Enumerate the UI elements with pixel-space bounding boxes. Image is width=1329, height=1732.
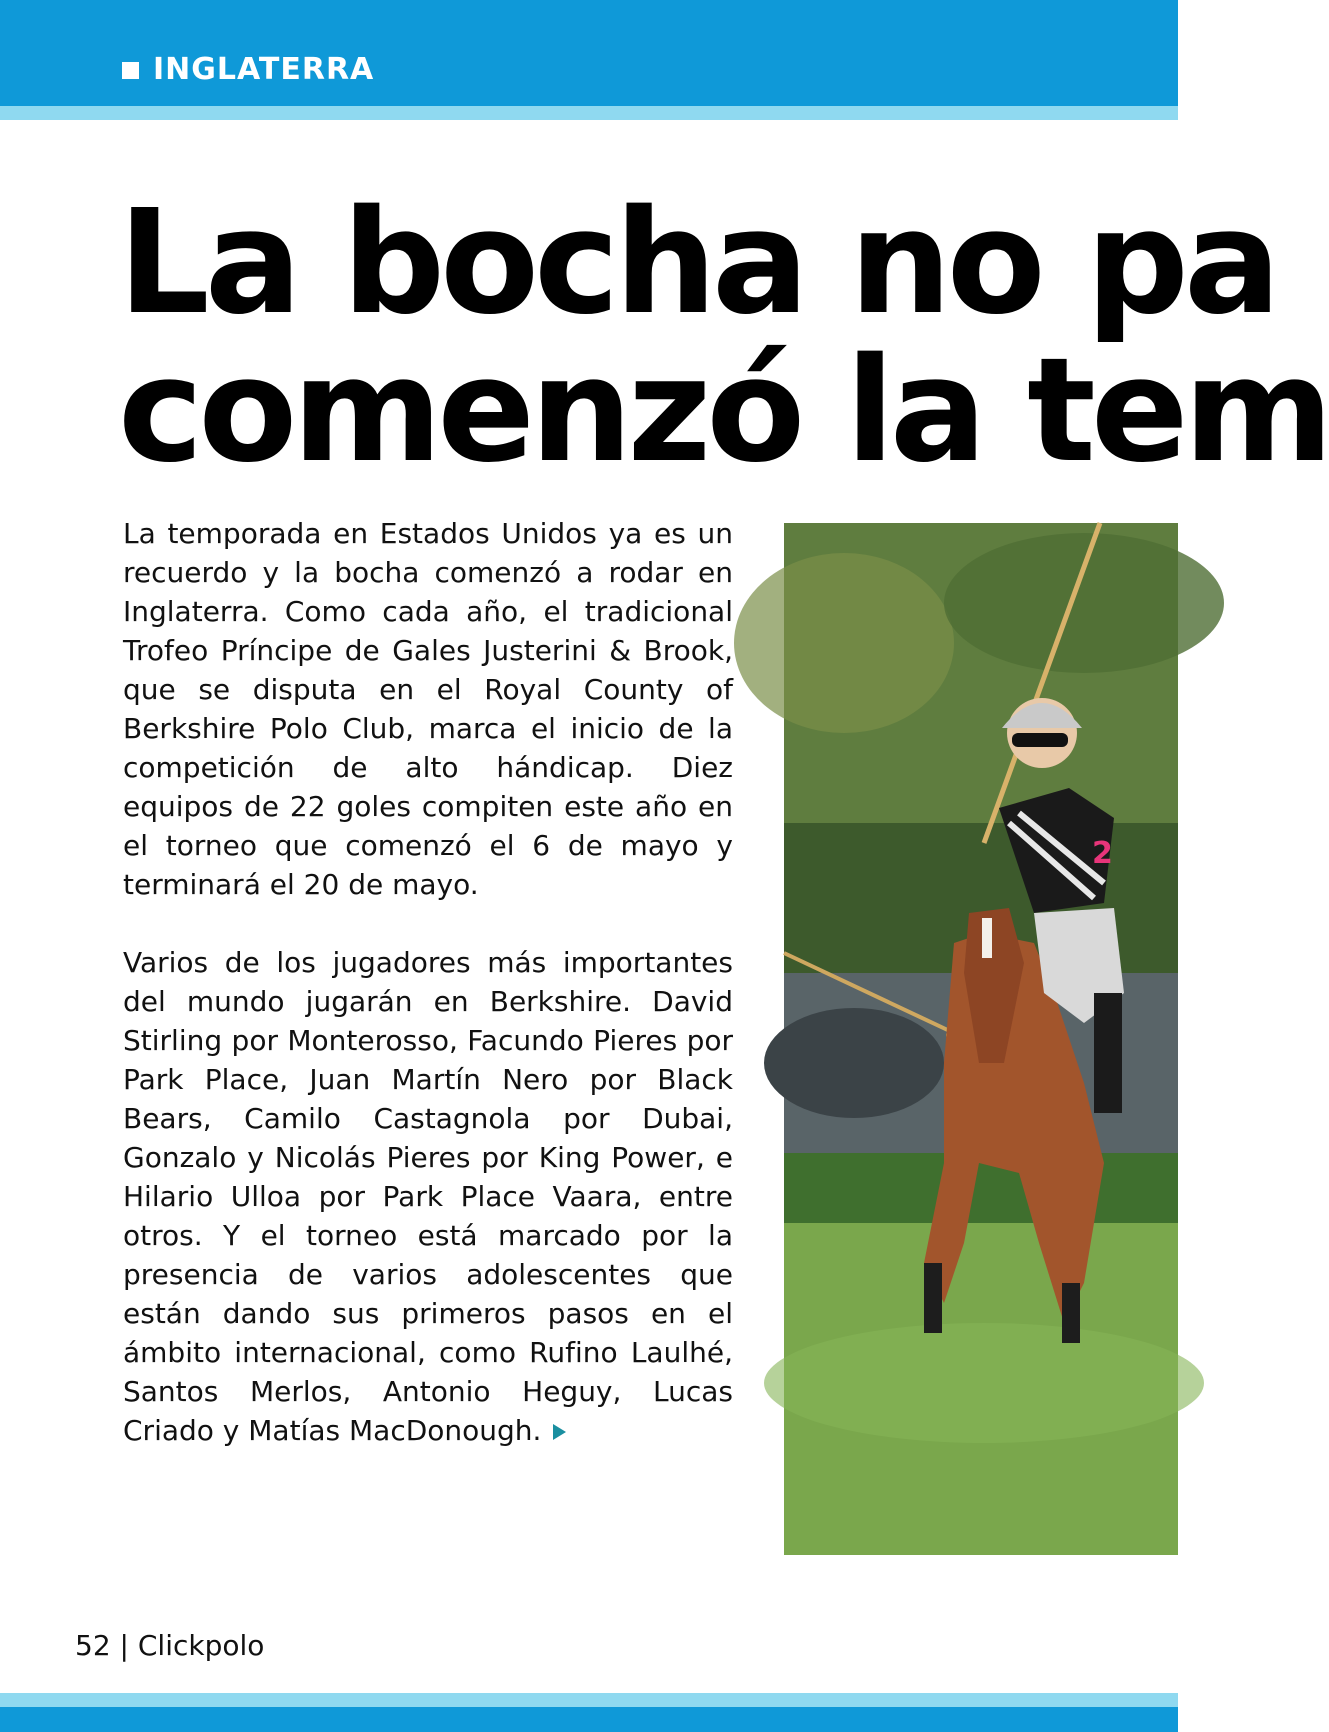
polo-player-illustration: [784, 523, 1178, 1555]
triangle-right-icon: [553, 1424, 566, 1440]
section-square-icon: [122, 62, 139, 79]
footer-stripe: [0, 1693, 1178, 1707]
article-paragraph-1: La temporada en Estados Unidos ya es un recuerdo y la bocha comenzó a rodar en Inglaterra. Como cada año, el tradicional Trofeo Príncipe de Gales Justerini & Brook, que se disputa en el Royal County of Berkshire Polo Club, marca el inicio de la competición de alto hándicap. Diez equipos de 22 goles compiten este año en el torneo que comenzó el 6 de mayo y terminará el 20 de mayo.: [123, 517, 733, 901]
headline-line-2: comenzó la tem: [118, 326, 1329, 494]
headline: [118, 178, 1329, 494]
header-stripe: [0, 106, 1178, 120]
footer-band: [0, 1707, 1178, 1732]
svg-text:2: 2: [1092, 836, 1113, 871]
headline-line-1: La bocha no pa: [118, 178, 1277, 346]
polo-photo: [784, 523, 1178, 1555]
page-footer: 52 | Clickpolo: [75, 1629, 265, 1662]
article-paragraph-2: [123, 943, 733, 1450]
article-paragraph-2-text: Varios de los jugadores más importantes del mundo jugarán en Berkshire. David Stirling por Monterosso, Facundo Pieres por Park Place, Juan Martín Nero por Black Bears, Camilo Castagnola por Dubai, Gonzalo y Nicolás Pieres por King Power, e Hilario Ulloa por Park Place Vaara, entre otros. Y el torneo está marcado por la presencia de varios adolescentes que están dando sus primeros pasos en el ámbito internacional, como Rufino Laulhé, Santos Merlos, Antonio Heguy, Lucas Criado y Matías MacDonough.: [123, 946, 733, 1447]
section-label: INGLATERRA: [153, 52, 375, 87]
article-body: [123, 514, 733, 1489]
